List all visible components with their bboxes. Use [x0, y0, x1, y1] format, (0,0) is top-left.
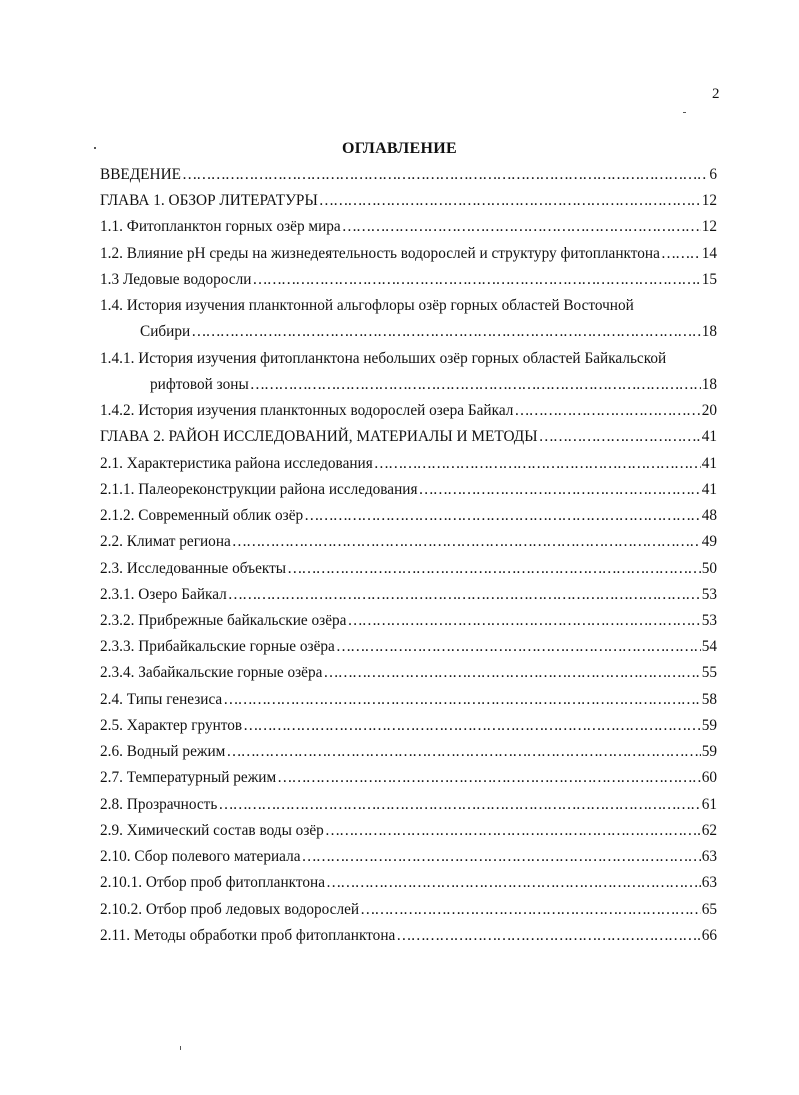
dot-leader [191, 321, 701, 343]
dot-leader [396, 925, 700, 947]
toc-entry [100, 426, 717, 452]
page-title: ОГЛАВЛЕНИЕ [342, 140, 457, 157]
toc-entry-page: 63 [701, 874, 717, 892]
toc-entry [100, 479, 717, 505]
toc-entry-title: 2.10.2. Отбор проб ледовых водорослей [100, 900, 360, 918]
toc-entry-title: 1.2. Влияние pH среды на жизнедеятельность водорослей и структуру фитопланктона [100, 244, 660, 262]
toc-entry-title: ГЛАВА 1. ОБЗОР ЛИТЕРАТУРЫ [100, 192, 318, 210]
toc-entry-title-continuation: Сибири [140, 323, 191, 341]
dot-leader [325, 820, 701, 842]
toc-entry-page: 63 [701, 848, 717, 866]
toc-entry-title: 2.10. Сбор полевого материала [100, 848, 301, 866]
toc-entry [100, 899, 717, 925]
toc-entry [100, 190, 717, 216]
toc-entry [100, 531, 717, 557]
toc-entry [100, 872, 717, 898]
toc-entry-title: 2.6. Водный режим [100, 743, 226, 761]
dot-leader [250, 374, 701, 396]
toc-entry-line [100, 321, 717, 347]
toc-entry-title: 2.2. Климат региона [100, 533, 231, 551]
toc-entry-title: 2.9. Химический состав воды озёр [100, 821, 324, 839]
toc-entry-page: 12 [701, 192, 717, 210]
toc-entry-page: 18 [701, 323, 717, 341]
toc-entry-title: 1.4.1. История изучения фитопланктона небольших озёр горных областей Байкальской [100, 349, 667, 367]
dot-leader [182, 164, 708, 186]
dot-leader [323, 662, 700, 684]
toc-entry-page: 6 [709, 166, 717, 183]
scan-speck [180, 1046, 181, 1050]
toc-entry-page: 20 [701, 402, 717, 420]
toc-entry-title: ГЛАВА 2. РАЙОН ИССЛЕДОВАНИЙ, МАТЕРИАЛЫ И МЕТОДЫ [100, 428, 538, 446]
toc-entry-title: 1.4.2. История изучения планктонных водорослей озера Байкал [100, 402, 514, 420]
toc-entry-line [100, 295, 717, 321]
toc-entry-title: 2.5. Характер грунтов [100, 716, 243, 734]
toc-entry [100, 846, 717, 872]
dot-leader [232, 531, 701, 553]
dot-leader [304, 505, 701, 527]
toc-entry-page: 49 [701, 533, 717, 551]
toc-entry [100, 243, 717, 269]
toc-entry-line [100, 348, 717, 374]
dot-leader [302, 846, 701, 868]
toc-entry-title: 2.3.1. Озеро Байкал [100, 585, 227, 603]
toc-entry [100, 689, 717, 715]
dot-leader [226, 741, 700, 763]
toc-entry-page: 62 [701, 821, 717, 839]
toc-entry-page: 12 [701, 218, 717, 236]
toc-entry-page: 60 [701, 769, 717, 787]
toc-entry-title: ВВЕДЕНИЕ [100, 166, 181, 183]
toc-entry-title: 2.1.2. Современный облик озёр [100, 507, 304, 525]
toc-entry [100, 636, 717, 662]
toc-entry-page: 66 [701, 926, 717, 944]
dot-leader [223, 689, 700, 711]
scan-speck [94, 147, 96, 149]
toc-entry-title: 2.3.4. Забайкальские горные озёра [100, 664, 323, 682]
table-of-contents [100, 164, 717, 951]
toc-entry-title: 1.4. История изучения планктонной альгофлоры озёр горных областей Восточной [100, 297, 634, 315]
dot-leader [243, 715, 701, 737]
toc-entry-title: 1.3 Ледовые водоросли [100, 270, 252, 288]
toc-entry-page: 58 [701, 690, 717, 708]
toc-entry [100, 400, 717, 426]
toc-entry-page: 53 [701, 585, 717, 603]
toc-entry-page: 53 [701, 611, 717, 629]
toc-entry-title: 2.10.1. Отбор проб фитопланктона [100, 874, 325, 892]
toc-entry-title: 2.4. Типы генезиса [100, 690, 223, 708]
toc-entry [100, 584, 717, 610]
toc-entry-page: 65 [701, 900, 717, 918]
dot-leader [419, 479, 701, 501]
toc-entry-page: 59 [701, 743, 717, 761]
toc-entry-page: 54 [701, 638, 717, 656]
dot-leader [252, 269, 700, 291]
toc-entry-page: 41 [701, 428, 717, 446]
toc-entry [100, 164, 717, 190]
toc-entry-title: 1.1. Фитопланктон горных озёр мира [100, 218, 341, 236]
toc-entry-page: 55 [701, 664, 717, 682]
toc-entry-title: 2.1.1. Палеореконструкции района исследования [100, 480, 418, 498]
dot-leader [374, 453, 701, 475]
toc-entry-title: 2.1. Характеристика района исследования [100, 454, 373, 472]
toc-entry [100, 216, 717, 242]
toc-entry-title: 2.11. Методы обработки проб фитопланктона [100, 926, 396, 944]
dot-leader [360, 899, 701, 921]
toc-entry-page: 41 [701, 480, 717, 498]
toc-entry [100, 453, 717, 479]
scan-speck [683, 112, 686, 113]
page-number: 2 [712, 86, 720, 102]
toc-entry-line [100, 374, 717, 400]
toc-entry [100, 505, 717, 531]
dot-leader [661, 243, 701, 265]
toc-entry-title: 2.7. Температурный режим [100, 769, 277, 787]
toc-entry [100, 925, 717, 951]
dot-leader [326, 872, 701, 894]
toc-entry-page: 41 [701, 454, 717, 472]
toc-entry [100, 662, 717, 688]
dot-leader [277, 767, 701, 789]
toc-entry-page: 59 [701, 716, 717, 734]
toc-entry [100, 269, 717, 295]
dot-leader [287, 558, 701, 580]
dot-leader [514, 400, 700, 422]
dot-leader [336, 636, 701, 658]
toc-entry-page: 15 [701, 270, 717, 288]
toc-entry [100, 767, 717, 793]
toc-entry [100, 610, 717, 636]
toc-entry-page: 14 [701, 244, 717, 262]
dot-leader [218, 794, 700, 816]
toc-entry-page: 50 [701, 559, 717, 577]
toc-entry [100, 820, 717, 846]
toc-entry [100, 558, 717, 584]
toc-entry [100, 715, 717, 741]
dot-leader [347, 610, 700, 632]
dot-leader [342, 216, 701, 238]
toc-entry-title: 2.8. Прозрачность [100, 795, 218, 813]
toc-entry-page: 48 [701, 507, 717, 525]
toc-entry-page: 18 [701, 375, 717, 393]
toc-entry-title: 2.3. Исследованные объекты [100, 559, 287, 577]
dot-leader [539, 426, 701, 448]
toc-entry [100, 741, 717, 767]
dot-leader [228, 584, 701, 606]
toc-entry-title: 2.3.2. Прибрежные байкальские озёра [100, 611, 347, 629]
toc-entry-title-continuation: рифтовой зоны [150, 375, 249, 393]
toc-entry-page: 61 [701, 795, 717, 813]
dot-leader [319, 190, 701, 212]
toc-entry-title: 2.3.3. Прибайкальские горные озёра [100, 638, 335, 656]
toc-entry [100, 794, 717, 820]
